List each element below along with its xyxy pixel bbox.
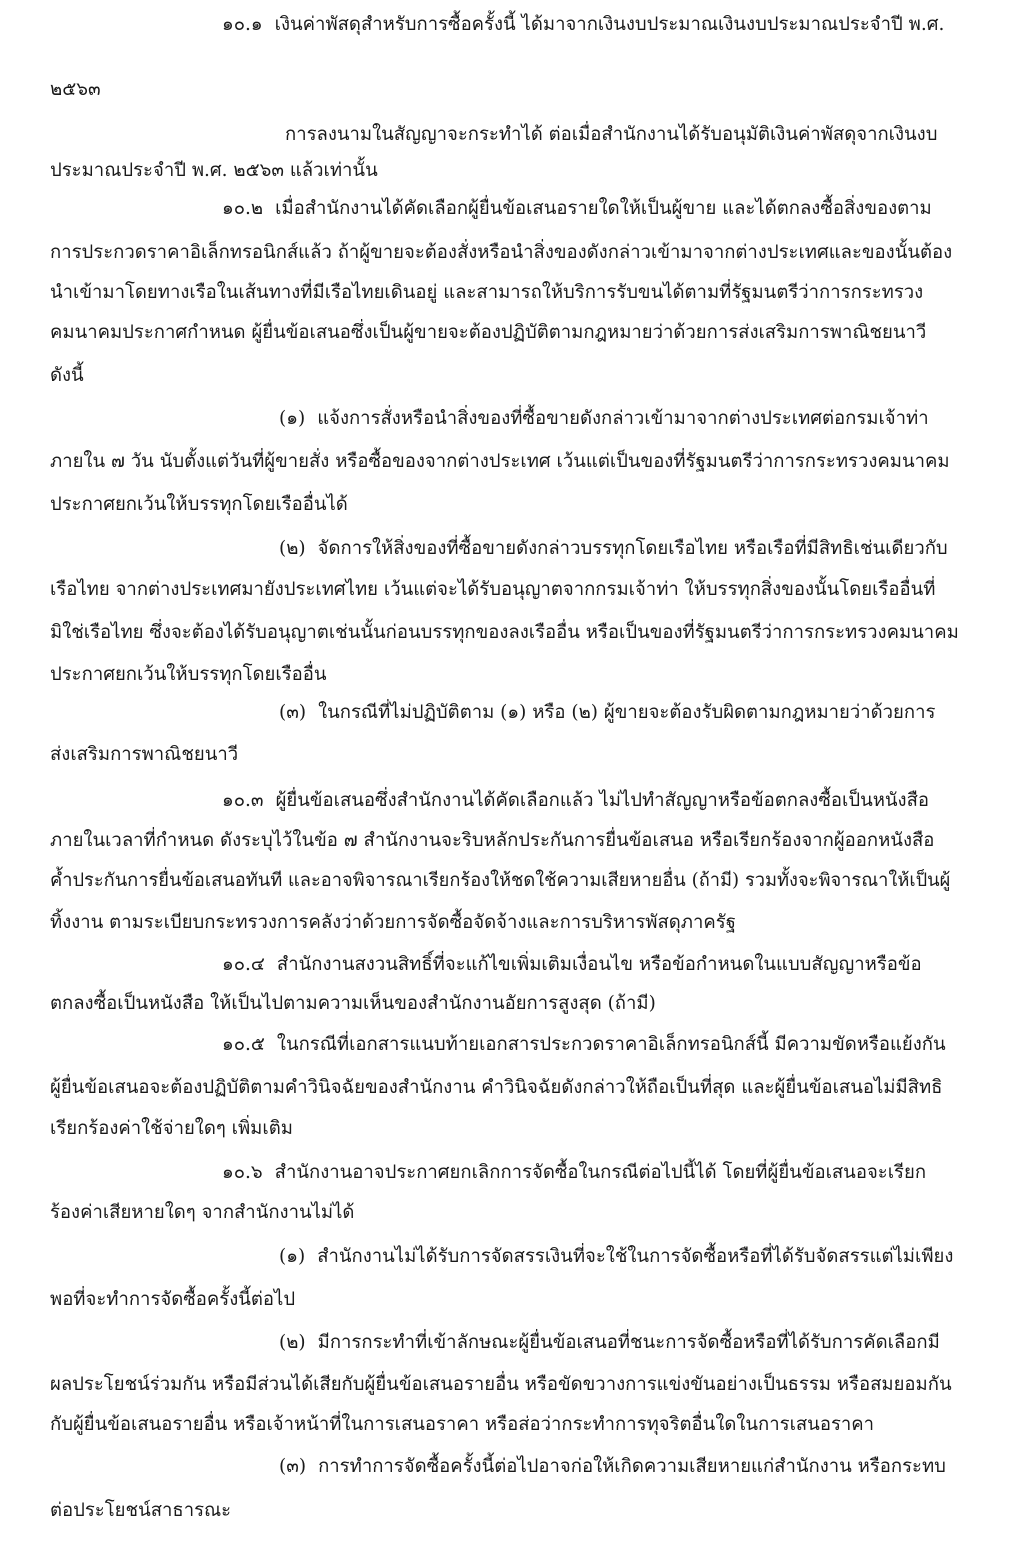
document-line: [50, 280, 960, 306]
line-text: ต่อประโยชน์สาธารณะ: [50, 1500, 232, 1521]
line-text: การประกวดราคาอิเล็กทรอนิกส์แล้ว ถ้าผู้ขายจะต้องสั่งหรือนำสิ่งของดังกล่าวเข้ามาจากต่างประเทศและของนั้นต้อง: [50, 242, 953, 263]
document-line: [222, 952, 960, 978]
document-line: [50, 449, 960, 475]
line-text: แจ้งการสั่งหรือนำสิ่งของที่ซื้อขายดังกล่าวเข้ามาจากต่างประเทศต่อกรมเจ้าท่า: [317, 408, 929, 429]
line-text: เมื่อสำนักงานได้คัดเลือกผู้ยื่นข้อเสนอรายใดให้เป็นผู้ขาย และได้ตกลงซื้อสิ่งของตาม: [275, 198, 932, 219]
document-line: [50, 1200, 960, 1226]
paragraph-number: ๑๐.๕: [222, 1034, 265, 1055]
paragraph-number: ๑๐.๒: [222, 198, 264, 219]
document-line: [50, 910, 960, 936]
line-text: ผู้ยื่นข้อเสนอซึ่งสำนักงานได้คัดเลือกแล้ว ไม่ไปทำสัญญาหรือข้อตกลงซื้อเป็นหนังสือ: [275, 790, 929, 811]
paragraph-number: (๑): [279, 1246, 306, 1267]
document-line: [285, 122, 960, 148]
paragraph-number: (๒): [279, 1332, 306, 1353]
line-text: ทิ้งงาน ตามระเบียบกระทรวงการคลังว่าด้วยการจัดซื้อจัดจ้างและการบริหารพัสดุภาครัฐ: [50, 912, 736, 933]
document-line: [50, 363, 960, 389]
line-text: กับผู้ยื่นข้อเสนอรายอื่น หรือเจ้าหน้าที่ในการเสนอราคา หรือส่อว่ากระทำการทุจริตอื่นใดในการเสนอราคา: [50, 1414, 875, 1435]
line-text: ประกาศยกเว้นให้บรรทุกโดยเรืออื่นได้: [50, 494, 348, 515]
line-text: เงินค่าพัสดุสำหรับการซื้อครั้งนี้ ได้มาจากเงินงบประมาณเงินงบประมาณประจำปี พ.ศ.: [274, 14, 945, 35]
document-line: [222, 1032, 960, 1058]
document-line: [279, 536, 960, 562]
paragraph-number: (๓): [279, 1456, 307, 1477]
paragraph-number: ๑๐.๖: [222, 1162, 263, 1183]
document-line: [50, 1116, 960, 1142]
line-text: คมนาคมประกาศกำหนด ผู้ยื่นข้อเสนอซึ่งเป็นผู้ขายจะต้องปฏิบัติตามกฎหมายว่าด้วยการส่งเสริมการพาณิชยนาวี: [50, 322, 927, 343]
paragraph-number: (๑): [279, 408, 306, 429]
document-line: [222, 196, 960, 222]
line-text: ผลประโยชน์ร่วมกัน หรือมีส่วนได้เสียกับผู้ยื่นข้อเสนอรายอื่น หรือขัดขวางการแข่งขันอย่างเป็นธรรม หรือสมยอมกัน: [50, 1374, 952, 1395]
line-text: สำนักงานไม่ได้รับการจัดสรรเงินที่จะใช้ในการจัดซื้อหรือที่ได้รับจัดสรรแต่ไม่เพียง: [317, 1246, 954, 1267]
document-line: [50, 620, 960, 646]
line-text: จัดการให้สิ่งของที่ซื้อขายดังกล่าวบรรทุกโดยเรือไทย หรือเรือที่มีสิทธิเช่นเดียวกับ: [317, 538, 948, 559]
document-line: [279, 1454, 960, 1480]
paragraph-number: ๑๐.๓: [222, 790, 264, 811]
document-line: [50, 1372, 960, 1398]
document-line: [50, 1075, 960, 1101]
line-text: ร้องค่าเสียหายใดๆ จากสำนักงานไม่ได้: [50, 1202, 355, 1223]
document-line: [50, 742, 960, 768]
line-text: ค้ำประกันการยื่นข้อเสนอทันที และอาจพิจารณาเรียกร้องให้ชดใช้ความเสียหายอื่น (ถ้ามี) รวมทั้งจะพิจารณาให้เป็นผู้: [50, 870, 951, 891]
line-text: การทำการจัดซื้อครั้งนี้ต่อไปอาจก่อให้เกิดความเสียหายแก่สำนักงาน หรือกระทบ: [318, 1456, 946, 1477]
document-line: [279, 1244, 960, 1270]
document-line: [50, 1498, 960, 1524]
line-text: นำเข้ามาโดยทางเรือในเส้นทางที่มีเรือไทยเดินอยู่ และสามารถให้บริการรับขนได้ตามที่รัฐมนตรีว่าการกระทรวง: [50, 282, 924, 303]
document-line: [50, 828, 960, 854]
line-text: ในกรณีที่ไม่ปฏิบัติตาม (๑) หรือ (๒) ผู้ขายจะต้องรับผิดตามกฎหมายว่าด้วยการ: [318, 702, 936, 723]
document-line: [50, 158, 960, 184]
document-line: [50, 320, 960, 346]
document-line: [50, 1287, 960, 1313]
line-text: เรือไทย จากต่างประเทศมายังประเทศไทย เว้นแต่จะได้รับอนุญาตจากกรมเจ้าท่า ให้บรรทุกสิ่งของนั้นโดยเรืออื่นที่: [50, 579, 936, 600]
document-line: [50, 991, 960, 1017]
document-line: [50, 492, 960, 518]
paragraph-number: ๑๐.๔: [222, 954, 265, 975]
line-text: ๒๕๖๓: [50, 79, 101, 100]
line-text: เรียกร้องค่าใช้จ่ายใดๆ เพิ่มเติม: [50, 1118, 293, 1139]
document-line: [50, 1412, 960, 1438]
paragraph-number: (๓): [279, 702, 307, 723]
line-text: มีการกระทำที่เข้าลักษณะผู้ยื่นข้อเสนอที่ชนะการจัดซื้อหรือที่ได้รับการคัดเลือกมี: [317, 1332, 940, 1353]
document-line: [50, 868, 960, 894]
line-text: สำนักงานสงวนสิทธิ์ที่จะแก้ไขเพิ่มเติมเงื่อนไข หรือข้อกำหนดในแบบสัญญาหรือข้อ: [276, 954, 922, 975]
line-text: มิใช่เรือไทย ซึ่งจะต้องได้รับอนุญาตเช่นนั้นก่อนบรรทุกของลงเรืออื่น หรือเป็นของที่รัฐมนตรีว่าการกระทรวงคมนาคม: [50, 622, 959, 643]
document-line: [222, 1160, 960, 1186]
line-text: ประมาณประจำปี พ.ศ. ๒๕๖๓ แล้วเท่านั้น: [50, 160, 378, 181]
document-line: [50, 240, 960, 266]
document-line: [50, 77, 960, 103]
document-line: [222, 788, 960, 814]
line-text: ส่งเสริมการพาณิชยนาวี: [50, 744, 239, 765]
line-text: ประกาศยกเว้นให้บรรทุกโดยเรืออื่น: [50, 664, 327, 685]
document-line: [279, 1330, 960, 1356]
document-line: [279, 406, 960, 432]
paragraph-number: ๑๐.๑: [222, 14, 263, 35]
document-line: [222, 12, 960, 38]
paragraph-number: (๒): [279, 538, 306, 559]
line-text: ภายใน ๗ วัน นับตั้งแต่วันที่ผู้ขายสั่ง หรือซื้อของจากต่างประเทศ เว้นแต่เป็นของที่รัฐมนตรีว่าการกระทรวงคมนาคม: [50, 451, 950, 472]
line-text: สำนักงานอาจประกาศยกเลิกการจัดซื้อในกรณีต่อไปนี้ได้ โดยที่ผู้ยื่นข้อเสนอจะเรียก: [274, 1162, 927, 1183]
document-line: [50, 662, 960, 688]
line-text: การลงนามในสัญญาจะกระทำได้ ต่อเมื่อสำนักงานได้รับอนุมัติเงินค่าพัสดุจากเงินงบ: [285, 124, 938, 145]
line-text: ในกรณีที่เอกสารแนบท้ายเอกสารประกวดราคาอิเล็กทรอนิกส์นี้ มีความขัดหรือแย้งกัน: [276, 1034, 946, 1055]
line-text: พอที่จะทำการจัดซื้อครั้งนี้ต่อไป: [50, 1289, 296, 1310]
document-line: [50, 577, 960, 603]
line-text: ผู้ยื่นข้อเสนอจะต้องปฏิบัติตามคำวินิจฉัยของสำนักงาน คำวินิจฉัยดังกล่าวให้ถือเป็นที่สุด และผู้ยื่นข้อเสนอไม่มีสิทธิ: [50, 1077, 943, 1098]
line-text: ภายในเวลาที่กำหนด ดังระบุไว้ในข้อ ๗ สำนักงานจะริบหลักประกันการยื่นข้อเสนอ หรือเรียกร้องจากผู้ออกหนังสือ: [50, 830, 935, 851]
document-line: [279, 700, 960, 726]
line-text: ตกลงซื้อเป็นหนังสือ ให้เป็นไปตามความเห็นของสำนักงานอัยการสูงสุด (ถ้ามี): [50, 993, 656, 1014]
line-text: ดังนี้: [50, 365, 84, 386]
